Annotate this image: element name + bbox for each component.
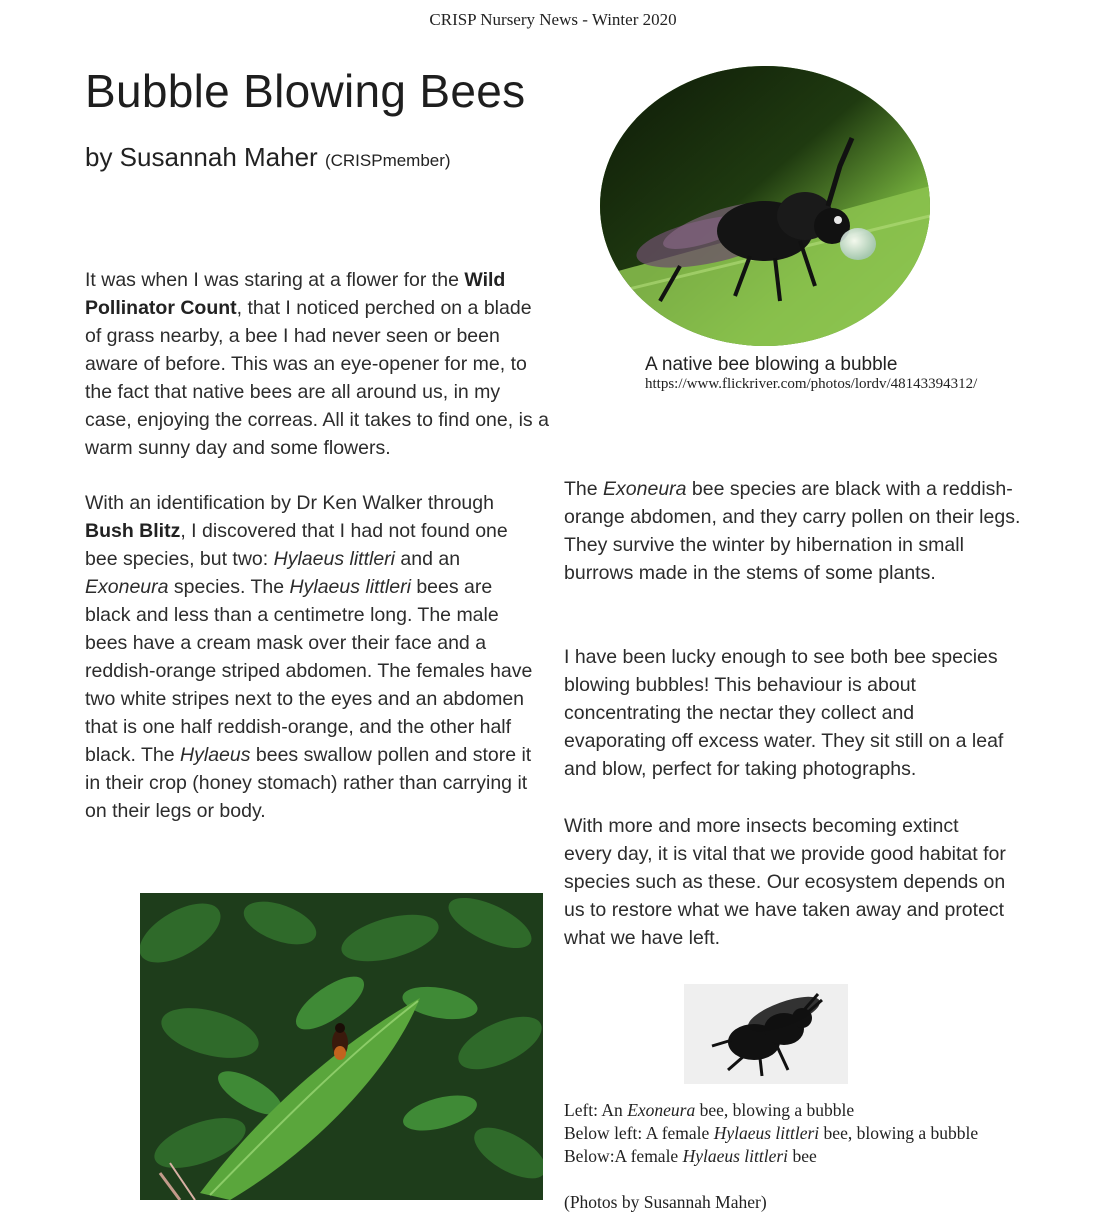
paragraph-bubbles: I have been lucky enough to see both bee species blowing bubbles! This behaviour is about concentrating the nectar they collect and evaporating off excess water. They sit still on a leaf and blow, perfect for taking photographs. bbox=[564, 646, 1004, 780]
byline bbox=[85, 142, 451, 173]
photo-source-url[interactable]: https://www.flickriver.com/photos/lordv/48143394312/ bbox=[645, 376, 978, 392]
bush-blitz: Bush Blitz bbox=[85, 520, 181, 542]
paragraph-exoneura: The Exoneura bee species are black with a reddish-orange abdomen, and they carry pollen on their legs. They survive the winter by hibernation in small burrows made in the stems of some plants. bbox=[564, 478, 1021, 584]
caption-credit: (Photos by Susannah Maher) bbox=[564, 1192, 767, 1212]
photo-captions bbox=[564, 1099, 978, 1214]
paragraph-identification: With an identification by Dr Ken Walker through Bush Blitz, I discovered that I had not found one bee species, but two: Hylaeus littleri and an Exoneura species. The Hylaeus littleri bees are black and less than a centimetre long. The male bees have a cream mask over their face and a reddish-orange striped abdomen. The females have two white stripes next to the eyes and an abdomen that is one half reddish-orange, and the other half black. The Hylaeus bees swallow pollen and store it in their crop (honey stomach) rather than carrying it on their legs or body. bbox=[85, 492, 533, 822]
caption-below-left: Below left: A female Hylaeus littleri bee, blowing a bubble bbox=[564, 1123, 979, 1143]
caption-below: Below:A female Hylaeus littleri bee bbox=[564, 1146, 817, 1166]
article-title: Bubble Blowing Bees bbox=[85, 65, 526, 117]
bee-bubble-photo bbox=[600, 66, 930, 346]
bee-on-leaf-photo bbox=[140, 893, 543, 1200]
wild-pollinator-count: Wild Pollinator Count bbox=[85, 269, 506, 319]
newsletter-header: CRISP Nursery News - Winter 2020 bbox=[429, 10, 677, 29]
byline-member: (CRISPmember) bbox=[324, 151, 451, 170]
bee-silhouette-icon bbox=[684, 984, 848, 1084]
photo-caption: A native bee blowing a bubble bbox=[645, 354, 898, 375]
paragraph-habitat: With more and more insects becoming extinct every day, it is vital that we provide good habitat for species such as these. Our ecosystem depends on us to restore what we have taken away and protect what we have left. bbox=[564, 815, 1006, 949]
byline-author: by Susannah Maher bbox=[85, 142, 318, 172]
caption-left: Left: An Exoneura bee, blowing a bubble bbox=[564, 1100, 855, 1120]
paragraph-intro: It was when I was staring at a flower for the Wild Pollinator Count, that I noticed perched on a blade of grass nearby, a bee I had never seen or been aware of before. This was an eye-opener for me, to the fact that native bees are all around us, in my case, enjoying the correas. All it takes to find one, is a warm sunny day and some flowers. bbox=[85, 269, 549, 459]
